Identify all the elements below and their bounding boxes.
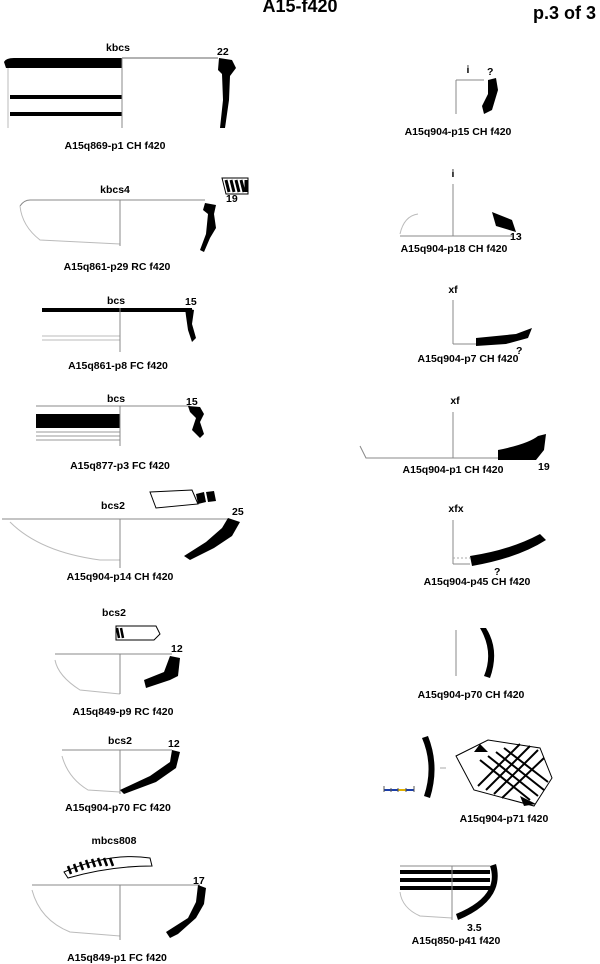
page-title: A15-f420 bbox=[262, 0, 338, 16]
sherd-caption: A15q904-p14 CH f420 bbox=[66, 571, 174, 583]
diameter-label: 13 bbox=[510, 231, 522, 243]
sherd-caption: A15q904-p1 CH f420 bbox=[402, 464, 504, 476]
sherd-caption: A15q850-p41 f420 bbox=[411, 935, 501, 947]
diameter-label: 25 bbox=[232, 506, 244, 518]
diameter-label: 17 bbox=[193, 875, 205, 887]
vessel-code-label: xfx bbox=[448, 503, 464, 515]
sherd-caption: A15q904-p7 CH f420 bbox=[417, 353, 519, 365]
vessel-code-label: bcs2 bbox=[101, 500, 125, 512]
sherd-caption: A15q904-p70 FC f420 bbox=[65, 802, 171, 814]
vessel-code-label: kbcs bbox=[106, 42, 130, 54]
sherd-profile-r5 bbox=[453, 520, 546, 566]
vessel-code-label: bcs bbox=[106, 295, 126, 307]
vessel-code-label: bcs2 bbox=[102, 607, 126, 619]
sherd-caption: A15q869-p1 CH f420 bbox=[64, 140, 166, 152]
vessel-code-label: i bbox=[466, 64, 470, 76]
sherd-caption: A15q877-p3 FC f420 bbox=[70, 460, 170, 472]
diameter-label: 22 bbox=[217, 46, 229, 58]
sherd-caption: A15q861-p8 FC f420 bbox=[68, 360, 168, 372]
scale-bar bbox=[384, 786, 414, 792]
sherd-profile-7 bbox=[62, 750, 180, 794]
sherd-profile-8 bbox=[32, 857, 206, 940]
diameter-label: 15 bbox=[185, 296, 197, 308]
diameter-label: 12 bbox=[171, 643, 183, 655]
sherd-profile-r6 bbox=[456, 628, 494, 678]
vessel-code-label: bcs2 bbox=[108, 735, 132, 747]
sherd-profile-r3 bbox=[453, 300, 532, 346]
sherd-profile-1 bbox=[4, 58, 236, 128]
diameter-label: 19 bbox=[226, 193, 238, 205]
sherd-caption: A15q904-p70 CH f420 bbox=[417, 689, 525, 701]
sherd-profile-r7 bbox=[384, 736, 552, 806]
vessel-code-label: mbcs808 bbox=[91, 835, 137, 847]
sherd-profile-r8 bbox=[400, 864, 498, 920]
sherd-caption: A15q861-p29 RC f420 bbox=[63, 261, 171, 273]
sherd-profile-2 bbox=[20, 178, 248, 252]
sherd-profile-r1 bbox=[456, 78, 498, 114]
sherd-profile-r2 bbox=[400, 184, 516, 236]
vessel-code-label: xf bbox=[450, 395, 460, 407]
diameter-label: ? bbox=[487, 66, 494, 78]
diameter-label: 15 bbox=[186, 396, 198, 408]
sherd-profile-3 bbox=[42, 308, 196, 352]
sherd-profile-6 bbox=[55, 626, 180, 694]
sherd-caption: A15q904-p45 CH f420 bbox=[423, 576, 531, 588]
sherd-caption: A15q849-p9 RC f420 bbox=[72, 706, 174, 718]
diameter-label: 3.5 bbox=[467, 922, 482, 934]
sherd-profile-4 bbox=[36, 406, 204, 446]
page-number: p.3 of 3 bbox=[532, 3, 596, 23]
sherd-caption: A15q904-p71 f420 bbox=[459, 813, 549, 825]
diameter-label: ? bbox=[494, 566, 501, 578]
vessel-code-label: i bbox=[451, 168, 455, 180]
sherd-caption: A15q904-p18 CH f420 bbox=[400, 243, 508, 255]
vessel-code-label: bcs bbox=[106, 393, 126, 405]
diameter-label: 12 bbox=[168, 738, 180, 750]
sherd-caption: A15q904-p15 CH f420 bbox=[404, 126, 512, 138]
diameter-label: 19 bbox=[538, 461, 550, 473]
sherd-profile-r4 bbox=[360, 412, 546, 460]
vessel-code-label: xf bbox=[448, 284, 458, 296]
vessel-code-label: kbcs4 bbox=[100, 184, 130, 196]
diameter-label: ? bbox=[516, 345, 523, 357]
sherd-caption: A15q849-p1 FC f420 bbox=[67, 952, 167, 964]
